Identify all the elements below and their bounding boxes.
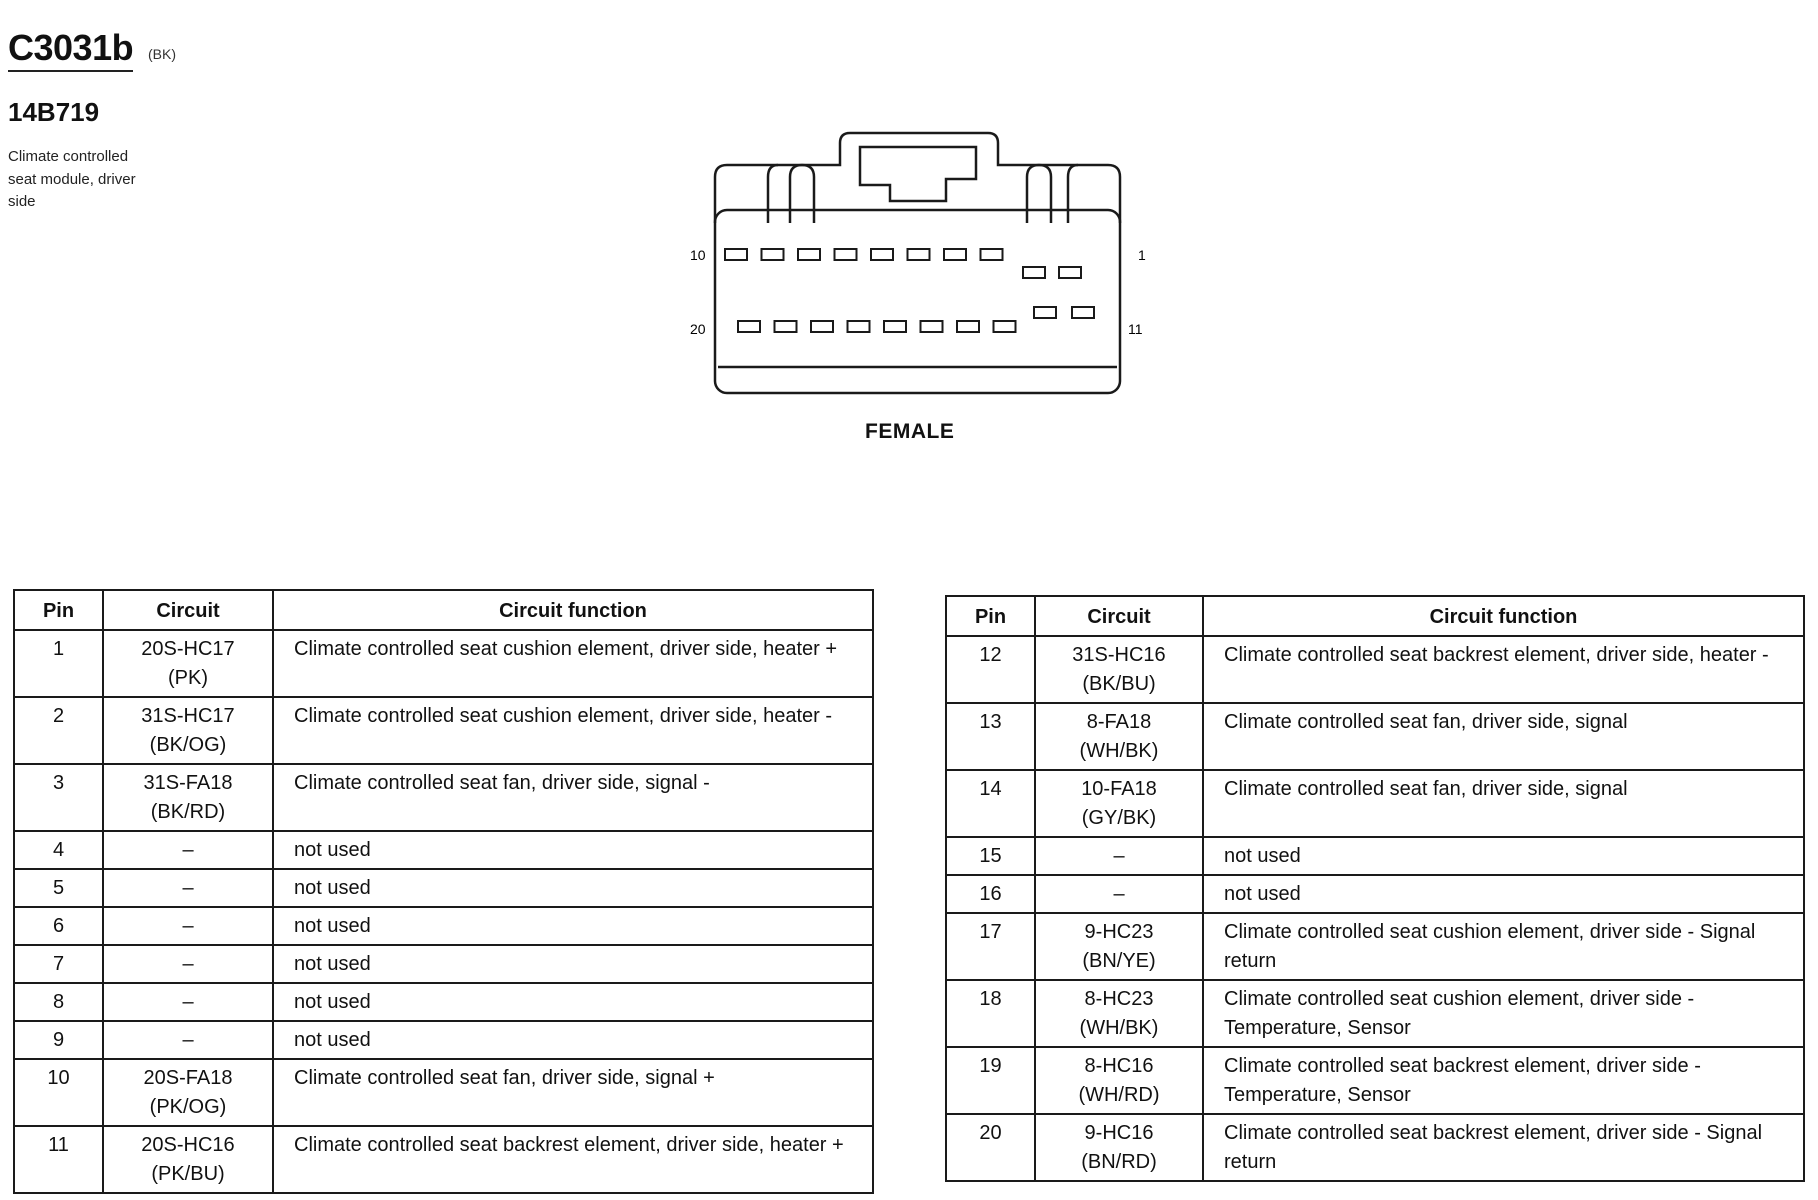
pin-socket (871, 249, 893, 260)
pin-socket (957, 321, 979, 332)
table-row (14, 869, 873, 907)
circuit-cell (103, 764, 273, 831)
pin-socket (1072, 307, 1094, 318)
circuit-function: Climate controlled seat fan, driver side, signal (1203, 703, 1804, 770)
table-row (14, 764, 873, 831)
circuit-id: 20S-HC17 (141, 638, 235, 660)
pin-label-1: 1 (1138, 247, 1146, 263)
pin-number: 11 (14, 1126, 103, 1193)
pin-number: 16 (946, 875, 1035, 913)
circuit-function: not used (273, 983, 873, 1021)
circuit-id: – (1113, 883, 1125, 905)
pin-label-11: 11 (1128, 321, 1143, 337)
latch-right-1 (1027, 165, 1051, 223)
pin-number: 14 (946, 770, 1035, 837)
latch-left-1 (768, 165, 778, 223)
circuit-cell (103, 697, 273, 764)
pin-number: 15 (946, 837, 1035, 875)
circuit-cell (1035, 837, 1203, 875)
circuit-id: 9-HC16 (1084, 1122, 1154, 1144)
circuit-id: 31S-FA18 (143, 772, 233, 794)
circuit-function: not used (273, 869, 873, 907)
circuit-function: Climate controlled seat backrest element, driver side, heater - (1203, 636, 1804, 703)
circuit-id: 20S-FA18 (143, 1067, 233, 1089)
circuit-cell (103, 1021, 273, 1059)
circuit-function: not used (273, 1021, 873, 1059)
pin-number: 6 (14, 907, 103, 945)
circuit-function: not used (1203, 875, 1804, 913)
table-row (14, 697, 873, 764)
table-row (946, 980, 1804, 1047)
pin-socket (835, 249, 857, 260)
connector-body (715, 210, 1120, 393)
circuit-function: Climate controlled seat backrest element, driver side, heater + (273, 1126, 873, 1193)
circuit-function: not used (1203, 837, 1804, 875)
table-row (946, 770, 1804, 837)
pin-number: 17 (946, 913, 1035, 980)
wire-color: (PK) (168, 667, 208, 689)
circuit-cell (1035, 770, 1203, 837)
circuit-cell (103, 1126, 273, 1193)
circuit-function: not used (273, 945, 873, 983)
pin-number: 10 (14, 1059, 103, 1126)
table-row (14, 945, 873, 983)
pin-number: 3 (14, 764, 103, 831)
circuit-function: Climate controlled seat fan, driver side, signal + (273, 1059, 873, 1126)
pin-number: 13 (946, 703, 1035, 770)
circuit-id: – (182, 1029, 194, 1051)
wire-color: (GY/BK) (1081, 807, 1157, 829)
circuit-id: 20S-HC16 (141, 1134, 235, 1156)
pin-socket (994, 321, 1016, 332)
connector-drawing (670, 125, 1150, 445)
pin-socket (884, 321, 906, 332)
lock-tab (860, 147, 976, 201)
circuit-function: Climate controlled seat cushion element, driver side, heater - (273, 697, 873, 764)
pin-number: 7 (14, 945, 103, 983)
circuit-id: 9-HC23 (1084, 921, 1154, 943)
pin-socket (1059, 267, 1081, 278)
wire-color: (PK/BU) (151, 1163, 225, 1185)
circuit-cell (103, 630, 273, 697)
pin-socket (1023, 267, 1045, 278)
table-row (14, 1021, 873, 1059)
circuit-id: 8-HC23 (1084, 988, 1154, 1010)
table-row (946, 703, 1804, 770)
pin-number: 12 (946, 636, 1035, 703)
circuit-cell (103, 907, 273, 945)
header-pin: Pin (14, 590, 103, 630)
pin-socket (944, 249, 966, 260)
circuit-id: 8-HC16 (1084, 1055, 1154, 1077)
wire-color: (BN/YE) (1082, 950, 1156, 972)
header-function: Circuit function (273, 590, 873, 630)
pin-label-10: 10 (690, 247, 706, 263)
table-row (14, 630, 873, 697)
header-circuit: Circuit (1035, 596, 1203, 636)
connector-description (8, 146, 158, 214)
pin-socket (921, 321, 943, 332)
circuit-id: 31S-HC16 (1072, 644, 1166, 666)
circuit-id: – (182, 953, 194, 975)
pin-number: 2 (14, 697, 103, 764)
table-row (946, 875, 1804, 913)
wire-color: (WH/RD) (1078, 1084, 1160, 1106)
circuit-function: not used (273, 831, 873, 869)
circuit-cell (103, 945, 273, 983)
pin-number: 1 (14, 630, 103, 697)
table-header-row (946, 596, 1804, 636)
wire-color: (PK/OG) (149, 1096, 227, 1118)
description-line: seat module, driver (8, 170, 136, 188)
circuit-function: Climate controlled seat cushion element, driver side - Signal return (1203, 913, 1804, 980)
circuit-id: – (182, 991, 194, 1013)
header-pin: Pin (946, 596, 1035, 636)
pin-socket (1034, 307, 1056, 318)
table-row (14, 1059, 873, 1126)
circuit-cell (103, 869, 273, 907)
circuit-id: 10-FA18 (1081, 778, 1157, 800)
pin-socket (762, 249, 784, 260)
view-label: FEMALE (865, 420, 955, 443)
pin-socket (775, 321, 797, 332)
circuit-cell (103, 831, 273, 869)
table-row (946, 1047, 1804, 1114)
circuit-cell (1035, 980, 1203, 1047)
circuit-cell (1035, 703, 1203, 770)
table-row (14, 983, 873, 1021)
table-row (14, 907, 873, 945)
header-circuit: Circuit (103, 590, 273, 630)
circuit-function: Climate controlled seat backrest element, driver side - Temperature, Sensor (1203, 1047, 1804, 1114)
pin-number: 4 (14, 831, 103, 869)
wire-color: (BN/RD) (1081, 1151, 1157, 1173)
pin-label-20: 20 (690, 321, 706, 337)
circuit-id: – (182, 877, 194, 899)
circuit-cell (1035, 1114, 1203, 1181)
circuit-cell (103, 983, 273, 1021)
circuit-cell (103, 1059, 273, 1126)
header-function: Circuit function (1203, 596, 1804, 636)
latch-left-2 (790, 165, 814, 223)
pin-number: 18 (946, 980, 1035, 1047)
circuit-id: – (1113, 845, 1125, 867)
circuit-cell (1035, 913, 1203, 980)
table-row (946, 913, 1804, 980)
wire-color: (BK/RD) (150, 801, 226, 823)
pin-socket (738, 321, 760, 332)
circuit-function: not used (273, 907, 873, 945)
circuit-cell (1035, 1047, 1203, 1114)
circuit-id: 31S-HC17 (141, 705, 235, 727)
circuit-function: Climate controlled seat cushion element, driver side, heater + (273, 630, 873, 697)
pin-socket (848, 321, 870, 332)
pin-socket (908, 249, 930, 260)
table-row (14, 831, 873, 869)
wire-color: (BK/OG) (149, 734, 227, 756)
table-row (946, 1114, 1804, 1181)
pin-number: 5 (14, 869, 103, 907)
pin-socket (981, 249, 1003, 260)
connector-face-diagram (670, 125, 1150, 445)
table-row (14, 1126, 873, 1193)
circuit-cell (1035, 875, 1203, 913)
pin-socket (811, 321, 833, 332)
latch-right-2 (1068, 165, 1078, 223)
pin-socket (798, 249, 820, 260)
wire-color: (BK/BU) (1082, 673, 1156, 695)
connector-color-code: (BK) (148, 46, 176, 62)
circuit-cell (1035, 636, 1203, 703)
pin-socket (725, 249, 747, 260)
circuit-function: Climate controlled seat fan, driver side, signal (1203, 770, 1804, 837)
circuit-id: 8-FA18 (1086, 711, 1152, 733)
circuit-function: Climate controlled seat fan, driver side, signal - (273, 764, 873, 831)
description-line: side (8, 193, 36, 210)
pinout-table-left (13, 589, 874, 1194)
wire-color: (WH/BK) (1079, 1017, 1159, 1039)
connector-id: C3031b (8, 28, 133, 72)
table-row (946, 837, 1804, 875)
pin-number: 8 (14, 983, 103, 1021)
circuit-function: Climate controlled seat cushion element, driver side - Temperature, Sensor (1203, 980, 1804, 1047)
table-row (946, 636, 1804, 703)
circuit-id: – (182, 915, 194, 937)
pin-number: 19 (946, 1047, 1035, 1114)
description-line: Climate controlled (8, 148, 129, 165)
pin-number: 9 (14, 1021, 103, 1059)
table-header-row (14, 590, 873, 630)
pinout-table-right (945, 595, 1805, 1182)
part-number: 14B719 (8, 97, 100, 127)
circuit-function: Climate controlled seat backrest element, driver side - Signal return (1203, 1114, 1804, 1181)
circuit-id: – (182, 839, 194, 861)
pin-number: 20 (946, 1114, 1035, 1181)
wire-color: (WH/BK) (1079, 740, 1159, 762)
